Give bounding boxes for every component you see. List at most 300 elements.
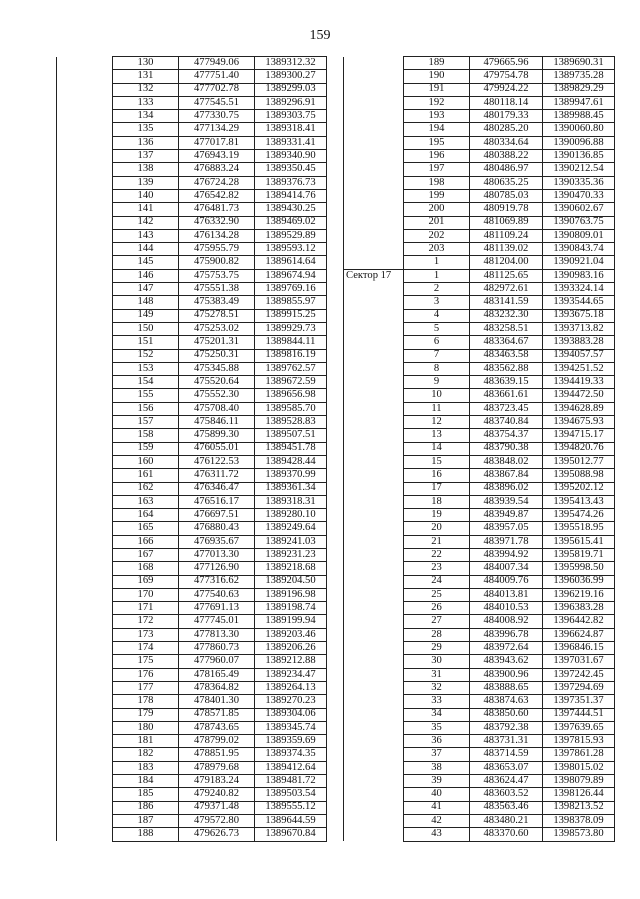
sector-cell [57, 442, 113, 455]
x-coordinate: 483874.63 [470, 695, 543, 708]
sector-label: Сектор 17 [344, 269, 404, 282]
x-coordinate: 483888.65 [470, 681, 543, 694]
sector-cell [57, 721, 113, 734]
sector-cell [344, 482, 404, 495]
sector-cell [57, 203, 113, 216]
point-number: 139 [113, 176, 179, 189]
table-row [57, 602, 327, 615]
point-number: 18 [404, 495, 470, 508]
y-coordinate: 1390602.67 [543, 203, 615, 216]
point-number: 1 [404, 256, 470, 269]
point-number: 203 [404, 243, 470, 256]
sector-cell [344, 735, 404, 748]
table-row [57, 761, 327, 774]
table-row [57, 535, 327, 548]
point-number: 149 [113, 309, 179, 322]
point-number: 131 [113, 70, 179, 83]
sector-cell [344, 96, 404, 109]
sector-cell [57, 761, 113, 774]
point-number: 166 [113, 535, 179, 548]
y-coordinate: 1389318.31 [255, 495, 327, 508]
table-row [57, 548, 327, 561]
point-number: 14 [404, 442, 470, 455]
sector-cell [344, 70, 404, 83]
y-coordinate: 1395998.50 [543, 562, 615, 575]
sector-cell [344, 362, 404, 375]
x-coordinate: 478571.85 [179, 708, 255, 721]
point-number: 148 [113, 296, 179, 309]
table-row [57, 336, 327, 349]
y-coordinate: 1389296.91 [255, 96, 327, 109]
x-coordinate: 482972.61 [470, 283, 543, 296]
x-coordinate: 483790.38 [470, 442, 543, 455]
x-coordinate: 477126.90 [179, 562, 255, 575]
x-coordinate: 483957.05 [470, 522, 543, 535]
sector-cell [57, 296, 113, 309]
point-number: 27 [404, 615, 470, 628]
table-row [57, 469, 327, 482]
sector-cell [57, 788, 113, 801]
x-coordinate: 479572.80 [179, 814, 255, 827]
table-row [344, 189, 615, 202]
sector-cell [57, 362, 113, 375]
point-number: 42 [404, 814, 470, 827]
sector-cell [344, 522, 404, 535]
table-row [57, 455, 327, 468]
table-row [57, 788, 327, 801]
point-number: 21 [404, 535, 470, 548]
sector-cell [344, 376, 404, 389]
y-coordinate: 1394820.76 [543, 442, 615, 455]
sector-cell [57, 628, 113, 641]
sector-cell [344, 349, 404, 362]
point-number: 188 [113, 828, 179, 841]
sector-cell [344, 495, 404, 508]
y-coordinate: 1389350.45 [255, 163, 327, 176]
table-row [344, 83, 615, 96]
point-number: 153 [113, 362, 179, 375]
x-coordinate: 484007.34 [470, 562, 543, 575]
table-row [57, 655, 327, 668]
x-coordinate: 481139.02 [470, 243, 543, 256]
table-row [344, 57, 615, 70]
y-coordinate: 1398126.44 [543, 788, 615, 801]
point-number: 173 [113, 628, 179, 641]
table-row [344, 655, 615, 668]
table-row [57, 349, 327, 362]
x-coordinate: 483740.84 [470, 416, 543, 429]
x-coordinate: 480388.22 [470, 150, 543, 163]
x-coordinate: 475250.31 [179, 349, 255, 362]
sector-cell [344, 309, 404, 322]
y-coordinate: 1389585.70 [255, 402, 327, 415]
point-number: 191 [404, 83, 470, 96]
y-coordinate: 1395474.26 [543, 509, 615, 522]
table-row [344, 216, 615, 229]
page-number: 159 [309, 28, 331, 43]
point-number: 26 [404, 602, 470, 615]
sector-cell [57, 83, 113, 96]
sector-cell [344, 83, 404, 96]
x-coordinate: 475955.79 [179, 243, 255, 256]
sector-cell [57, 189, 113, 202]
table-row [344, 110, 615, 123]
sector-cell [344, 681, 404, 694]
x-coordinate: 476542.82 [179, 189, 255, 202]
table-row [57, 562, 327, 575]
sector-cell [344, 721, 404, 734]
table-row [344, 229, 615, 242]
x-coordinate: 475708.40 [179, 402, 255, 415]
sector-cell [344, 814, 404, 827]
y-coordinate: 1393324.14 [543, 283, 615, 296]
table-row [57, 123, 327, 136]
point-number: 141 [113, 203, 179, 216]
y-coordinate: 1389503.54 [255, 788, 327, 801]
table-row [344, 801, 615, 814]
table-row [57, 322, 327, 335]
table-row [344, 522, 615, 535]
sector-cell [57, 482, 113, 495]
table-row [344, 562, 615, 575]
point-number: 190 [404, 70, 470, 83]
point-number: 3 [404, 296, 470, 309]
point-number: 195 [404, 136, 470, 149]
point-number: 171 [113, 602, 179, 615]
table-row [344, 442, 615, 455]
sector-cell [57, 70, 113, 83]
x-coordinate: 477540.63 [179, 588, 255, 601]
sector-cell [57, 163, 113, 176]
y-coordinate: 1397294.69 [543, 681, 615, 694]
point-number: 36 [404, 735, 470, 748]
y-coordinate: 1390809.01 [543, 229, 615, 242]
y-coordinate: 1389644.59 [255, 814, 327, 827]
table-row [57, 735, 327, 748]
y-coordinate: 1389529.89 [255, 229, 327, 242]
x-coordinate: 480118.14 [470, 96, 543, 109]
x-coordinate: 475846.11 [179, 416, 255, 429]
table-row [344, 775, 615, 788]
point-number: 9 [404, 376, 470, 389]
x-coordinate: 481125.65 [470, 269, 543, 282]
table-row [344, 761, 615, 774]
y-coordinate: 1389762.57 [255, 362, 327, 375]
point-number: 138 [113, 163, 179, 176]
y-coordinate: 1396219.16 [543, 588, 615, 601]
point-number: 175 [113, 655, 179, 668]
y-coordinate: 1394251.52 [543, 362, 615, 375]
y-coordinate: 1396036.99 [543, 575, 615, 588]
sector-cell [344, 402, 404, 415]
table-row [57, 203, 327, 216]
table-row [344, 176, 615, 189]
y-coordinate: 1394419.33 [543, 376, 615, 389]
y-coordinate: 1389451.78 [255, 442, 327, 455]
x-coordinate: 476332.90 [179, 216, 255, 229]
point-number: 201 [404, 216, 470, 229]
sector-cell [57, 176, 113, 189]
sector-cell [57, 575, 113, 588]
sector-cell [344, 336, 404, 349]
y-coordinate: 1395202.12 [543, 482, 615, 495]
sector-cell [344, 801, 404, 814]
x-coordinate: 479183.24 [179, 775, 255, 788]
table-row [57, 389, 327, 402]
x-coordinate: 479754.78 [470, 70, 543, 83]
sector-cell [57, 123, 113, 136]
sector-cell [344, 668, 404, 681]
y-coordinate: 1389988.45 [543, 110, 615, 123]
table-row [57, 668, 327, 681]
table-row [344, 429, 615, 442]
table-row [57, 296, 327, 309]
table-row [57, 814, 327, 827]
table-row [57, 309, 327, 322]
point-number: 143 [113, 229, 179, 242]
y-coordinate: 1389303.75 [255, 110, 327, 123]
point-number: 189 [404, 57, 470, 70]
point-number: 169 [113, 575, 179, 588]
y-coordinate: 1389359.69 [255, 735, 327, 748]
table-row [57, 442, 327, 455]
y-coordinate: 1389206.26 [255, 642, 327, 655]
table-row [344, 376, 615, 389]
y-coordinate: 1398015.02 [543, 761, 615, 774]
x-coordinate: 477949.06 [179, 57, 255, 70]
table-row [57, 828, 327, 841]
point-number: 181 [113, 735, 179, 748]
table-row [344, 615, 615, 628]
sector-cell [57, 562, 113, 575]
point-number: 1 [404, 269, 470, 282]
x-coordinate: 475551.38 [179, 283, 255, 296]
point-number: 2 [404, 283, 470, 296]
table-row [57, 70, 327, 83]
x-coordinate: 477134.29 [179, 123, 255, 136]
sector-cell [344, 695, 404, 708]
table-row [57, 229, 327, 242]
x-coordinate: 483603.52 [470, 788, 543, 801]
sector-cell [57, 336, 113, 349]
table-row [57, 642, 327, 655]
point-number: 142 [113, 216, 179, 229]
y-coordinate: 1389481.72 [255, 775, 327, 788]
x-coordinate: 477860.73 [179, 642, 255, 655]
sector-cell [57, 136, 113, 149]
table-row [57, 588, 327, 601]
x-coordinate: 476055.01 [179, 442, 255, 455]
x-coordinate: 483867.84 [470, 469, 543, 482]
y-coordinate: 1389312.32 [255, 57, 327, 70]
sector-cell [344, 628, 404, 641]
point-number: 184 [113, 775, 179, 788]
y-coordinate: 1389196.98 [255, 588, 327, 601]
x-coordinate: 477545.51 [179, 96, 255, 109]
y-coordinate: 1390843.74 [543, 243, 615, 256]
sector-cell [344, 110, 404, 123]
point-number: 165 [113, 522, 179, 535]
table-row [344, 349, 615, 362]
x-coordinate: 483792.38 [470, 721, 543, 734]
sector-cell [344, 442, 404, 455]
sector-cell [344, 176, 404, 189]
x-coordinate: 483971.78 [470, 535, 543, 548]
y-coordinate: 1398573.80 [543, 828, 615, 841]
sector-cell [344, 189, 404, 202]
sector-cell [57, 695, 113, 708]
x-coordinate: 483141.59 [470, 296, 543, 309]
y-coordinate: 1389361.34 [255, 482, 327, 495]
sector-cell [344, 203, 404, 216]
x-coordinate: 477813.30 [179, 628, 255, 641]
y-coordinate: 1395518.95 [543, 522, 615, 535]
table-row [344, 668, 615, 681]
x-coordinate: 480785.03 [470, 189, 543, 202]
table-row [57, 216, 327, 229]
table-row [57, 269, 327, 282]
x-coordinate: 476935.67 [179, 535, 255, 548]
coordinate-table-right [343, 56, 615, 842]
table-row [344, 588, 615, 601]
y-coordinate: 1389528.83 [255, 416, 327, 429]
point-number: 41 [404, 801, 470, 814]
y-coordinate: 1389280.10 [255, 509, 327, 522]
point-number: 135 [113, 123, 179, 136]
point-number: 174 [113, 642, 179, 655]
y-coordinate: 1389844.11 [255, 336, 327, 349]
point-number: 132 [113, 83, 179, 96]
sector-cell [344, 588, 404, 601]
x-coordinate: 481109.24 [470, 229, 543, 242]
point-number: 192 [404, 96, 470, 109]
table-row [344, 628, 615, 641]
table-row [57, 708, 327, 721]
x-coordinate: 483370.60 [470, 828, 543, 841]
point-number: 20 [404, 522, 470, 535]
sector-cell [344, 429, 404, 442]
sector-cell [344, 469, 404, 482]
y-coordinate: 1397861.28 [543, 748, 615, 761]
point-number: 25 [404, 588, 470, 601]
table-row [57, 57, 327, 70]
x-coordinate: 479371.48 [179, 801, 255, 814]
x-coordinate: 483661.61 [470, 389, 543, 402]
sector-cell [344, 57, 404, 70]
x-coordinate: 480285.20 [470, 123, 543, 136]
table-row [57, 150, 327, 163]
point-number: 30 [404, 655, 470, 668]
x-coordinate: 480334.64 [470, 136, 543, 149]
point-number: 4 [404, 309, 470, 322]
table-row [57, 256, 327, 269]
y-coordinate: 1389769.16 [255, 283, 327, 296]
table-row [344, 455, 615, 468]
y-coordinate: 1389614.64 [255, 256, 327, 269]
table-row [344, 469, 615, 482]
x-coordinate: 475900.82 [179, 256, 255, 269]
y-coordinate: 1396624.87 [543, 628, 615, 641]
x-coordinate: 484008.92 [470, 615, 543, 628]
y-coordinate: 1398079.89 [543, 775, 615, 788]
table-row [344, 509, 615, 522]
x-coordinate: 483639.15 [470, 376, 543, 389]
x-coordinate: 475201.31 [179, 336, 255, 349]
sector-cell [57, 469, 113, 482]
y-coordinate: 1389345.74 [255, 721, 327, 734]
y-coordinate: 1389428.44 [255, 455, 327, 468]
table-row [57, 509, 327, 522]
point-number: 158 [113, 429, 179, 442]
y-coordinate: 1393675.18 [543, 309, 615, 322]
point-number: 140 [113, 189, 179, 202]
x-coordinate: 483939.54 [470, 495, 543, 508]
x-coordinate: 478364.82 [179, 681, 255, 694]
sector-cell [344, 389, 404, 402]
table-row [344, 788, 615, 801]
table-row [344, 575, 615, 588]
y-coordinate: 1394472.50 [543, 389, 615, 402]
x-coordinate: 481069.89 [470, 216, 543, 229]
sector-cell [57, 389, 113, 402]
point-number: 33 [404, 695, 470, 708]
point-number: 43 [404, 828, 470, 841]
table-row [57, 376, 327, 389]
y-coordinate: 1389331.41 [255, 136, 327, 149]
table-row [344, 123, 615, 136]
x-coordinate: 476697.51 [179, 509, 255, 522]
y-coordinate: 1389670.84 [255, 828, 327, 841]
table-row [344, 362, 615, 375]
x-coordinate: 483463.58 [470, 349, 543, 362]
y-coordinate: 1389264.13 [255, 681, 327, 694]
table-row [57, 495, 327, 508]
table-row [344, 735, 615, 748]
sector-cell [344, 748, 404, 761]
table-row [344, 708, 615, 721]
table-row [344, 70, 615, 83]
x-coordinate: 476134.28 [179, 229, 255, 242]
table-row [344, 748, 615, 761]
table-row [57, 189, 327, 202]
sector-cell [57, 748, 113, 761]
x-coordinate: 475753.75 [179, 269, 255, 282]
table-row [344, 402, 615, 415]
x-coordinate: 483714.59 [470, 748, 543, 761]
table-row [344, 721, 615, 734]
sector-cell [57, 735, 113, 748]
x-coordinate: 477702.78 [179, 83, 255, 96]
y-coordinate: 1395413.43 [543, 495, 615, 508]
x-coordinate: 475520.64 [179, 376, 255, 389]
table-row [57, 110, 327, 123]
y-coordinate: 1390060.80 [543, 123, 615, 136]
point-number: 197 [404, 163, 470, 176]
sector-cell [344, 216, 404, 229]
table-row [344, 416, 615, 429]
x-coordinate: 477960.07 [179, 655, 255, 668]
y-coordinate: 1389270.23 [255, 695, 327, 708]
x-coordinate: 477745.01 [179, 615, 255, 628]
sector-cell [57, 814, 113, 827]
point-number: 37 [404, 748, 470, 761]
y-coordinate: 1389212.88 [255, 655, 327, 668]
x-coordinate: 475253.02 [179, 322, 255, 335]
x-coordinate: 480919.78 [470, 203, 543, 216]
x-coordinate: 483949.87 [470, 509, 543, 522]
x-coordinate: 475278.51 [179, 309, 255, 322]
table-row [344, 814, 615, 827]
